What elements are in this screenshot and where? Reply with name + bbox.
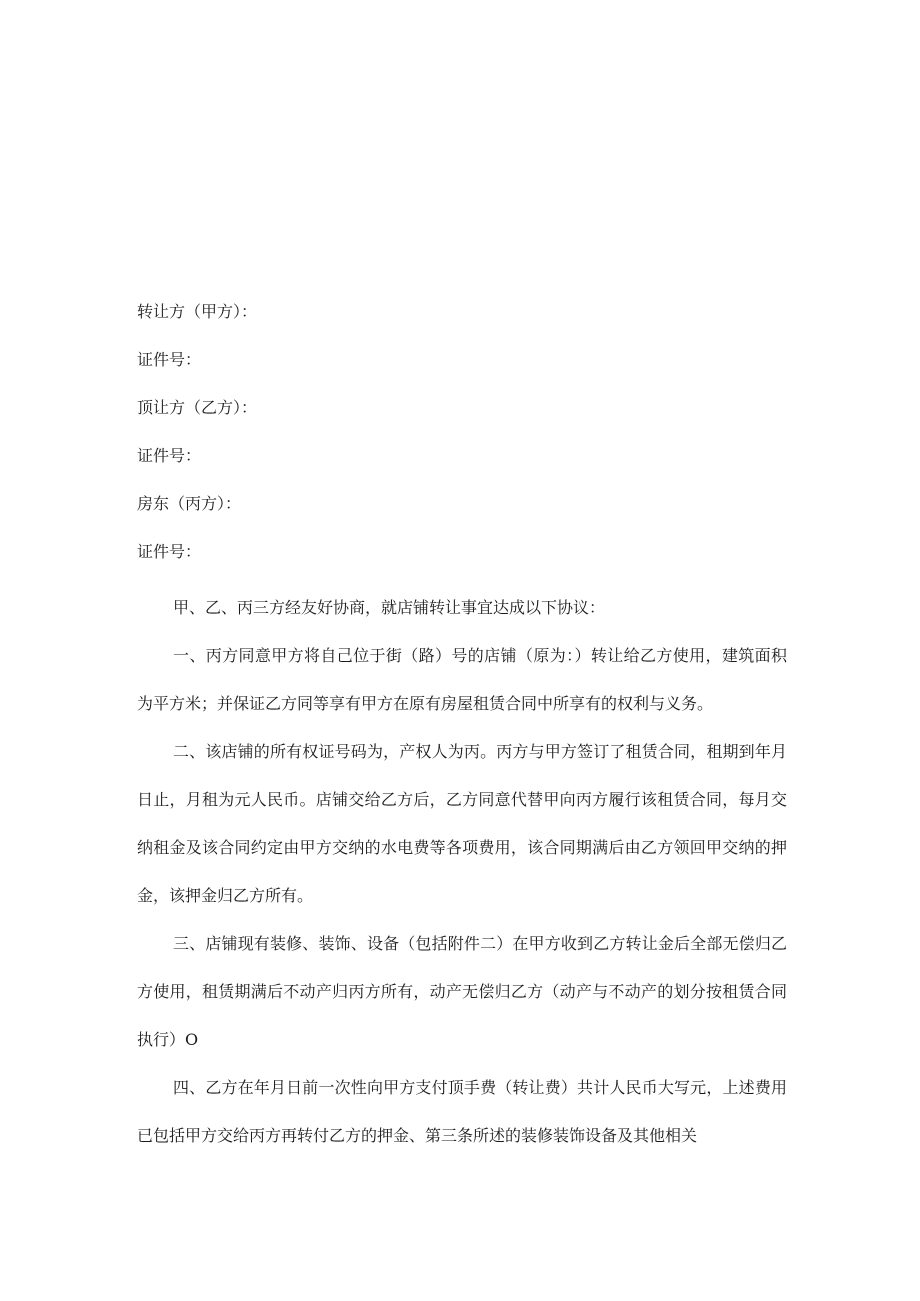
landlord-id-label: 证件号： [137,542,202,561]
clause-1: 一、丙方同意甲方将自己位于街（路）号的店铺（原为：）转让给乙方使用，建筑面积为平方米；并保证乙方同等享有甲方在原有房屋租赁合同中所享有的权利与义务。 [137,646,787,713]
intro-paragraph: 甲、乙、丙三方经友好协商，就店铺转让事宜达成以下协议： [173,598,606,617]
transferor-id-label: 证件号： [137,350,202,369]
transferee-id-label: 证件号： [137,446,202,465]
transferor-label: 转让方（甲方）： [137,302,258,321]
clause-3: 三、店铺现有装修、装饰、设备（包括附件二）在甲方收到乙方转让金后全部无偿归乙方使用，租赁期满后不动产归丙方所有，动产无偿归乙方（动产与不动产的划分按租赁合同执行）O [137,934,787,1049]
clause-2: 二、该店铺的所有权证号码为，产权人为丙。丙方与甲方签订了租赁合同，租期到年月日止，月租为元人民币。店铺交给乙方后，乙方同意代替甲向丙方履行该租赁合同，每月交纳租金及该合同约定由甲方交纳的水电费等各项费用，该合同期满后由乙方领回甲交纳的押金，该押金归乙方所有。 [137,742,787,905]
clause-4: 四、乙方在年月日前一次性向甲方支付顶手费（转让费）共计人民币大写元，上述费用已包括甲方交给丙方再转付乙方的押金、第三条所述的装修装饰设备及其他相关 [137,1078,787,1145]
landlord-label: 房东（丙方）： [137,494,242,513]
contract-body [137,296,787,1160]
transferee-label: 顶让方（乙方）： [137,398,258,417]
